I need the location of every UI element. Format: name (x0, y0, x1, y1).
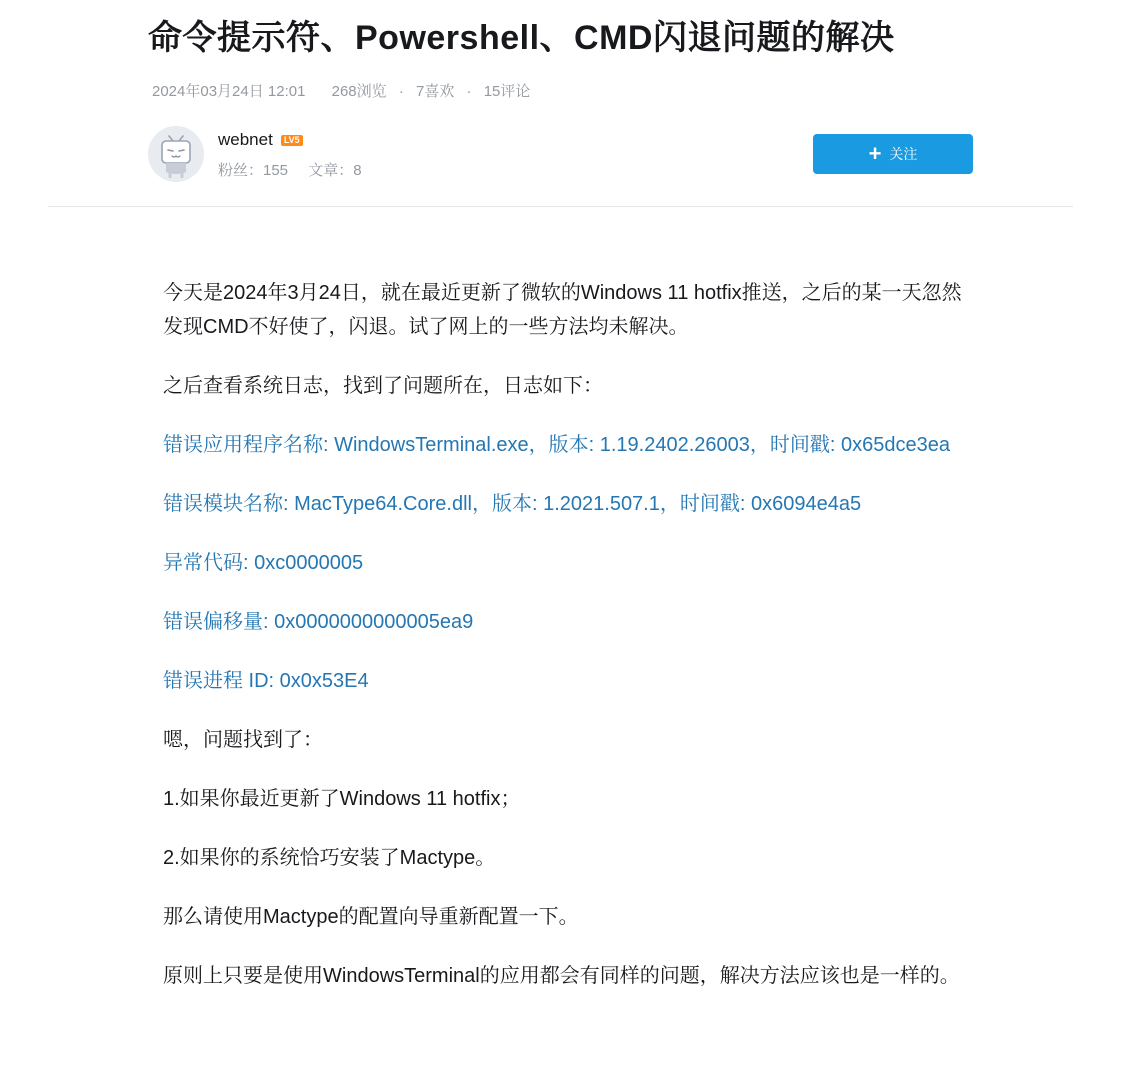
log-line: 错误模块名称: MacType64.Core.dll，版本: 1.2021.507.1，时间戳: 0x6094e4a5 (163, 493, 862, 515)
log-line: 错误偏移量: 0x0000000000005ea9 (163, 611, 474, 633)
follow-label: 关注 (889, 146, 918, 162)
author-name[interactable]: webnet (218, 130, 273, 149)
publish-date: 2024年03月24日 12:01 (152, 83, 306, 100)
plus-icon: + (868, 141, 882, 166)
author-name-row (218, 130, 303, 150)
tv-mascot-icon (148, 126, 204, 182)
log-line: 错误应用程序名称: WindowsTerminal.exe，版本: 1.19.2402.26003，时间戳: 0x65dce3ea (163, 434, 950, 456)
view-count: 268浏览 (331, 83, 387, 100)
like-count: 7喜欢 (416, 83, 455, 100)
fan-count: 粉丝：155 (218, 162, 289, 179)
follow-button[interactable] (813, 134, 973, 174)
author-stats (218, 159, 362, 180)
paragraph: 原则上只要是使用WindowsTerminal的应用都会有同样的问题，解决方法应该也是一样的。 (163, 965, 960, 987)
header-divider (48, 206, 1073, 207)
avatar[interactable] (148, 126, 204, 182)
article-title: 命令提示符、Powershell、CMD闪退问题的解决 (148, 19, 895, 57)
level-badge: LV5 (281, 135, 303, 146)
meta-separator: · (466, 83, 472, 100)
paragraph: 之后查看系统日志，找到了问题所在，日志如下： (163, 375, 603, 397)
article-count: 文章：8 (308, 162, 362, 179)
article-meta (152, 80, 530, 101)
log-line: 错误进程 ID: 0x0x53E4 (163, 670, 369, 692)
paragraph: 1.如果你最近更新了Windows 11 hotfix； (163, 788, 521, 810)
paragraph: 今天是2024年3月24日，就在最近更新了微软的Windows 11 hotfix推送，之后的某一天忽然发现CMD不好使了，闪退。试了网上的一些方法均未解决。 (163, 282, 962, 338)
paragraph: 2.如果你的系统恰巧安装了Mactype。 (163, 847, 496, 869)
paragraph: 那么请使用Mactype的配置向导重新配置一下。 (163, 906, 579, 928)
comment-count[interactable]: 15评论 (483, 83, 531, 100)
meta-separator: · (398, 83, 404, 100)
article-body (163, 276, 963, 1018)
paragraph: 嗯，问题找到了： (163, 729, 323, 751)
log-line: 异常代码: 0xc0000005 (163, 552, 364, 574)
